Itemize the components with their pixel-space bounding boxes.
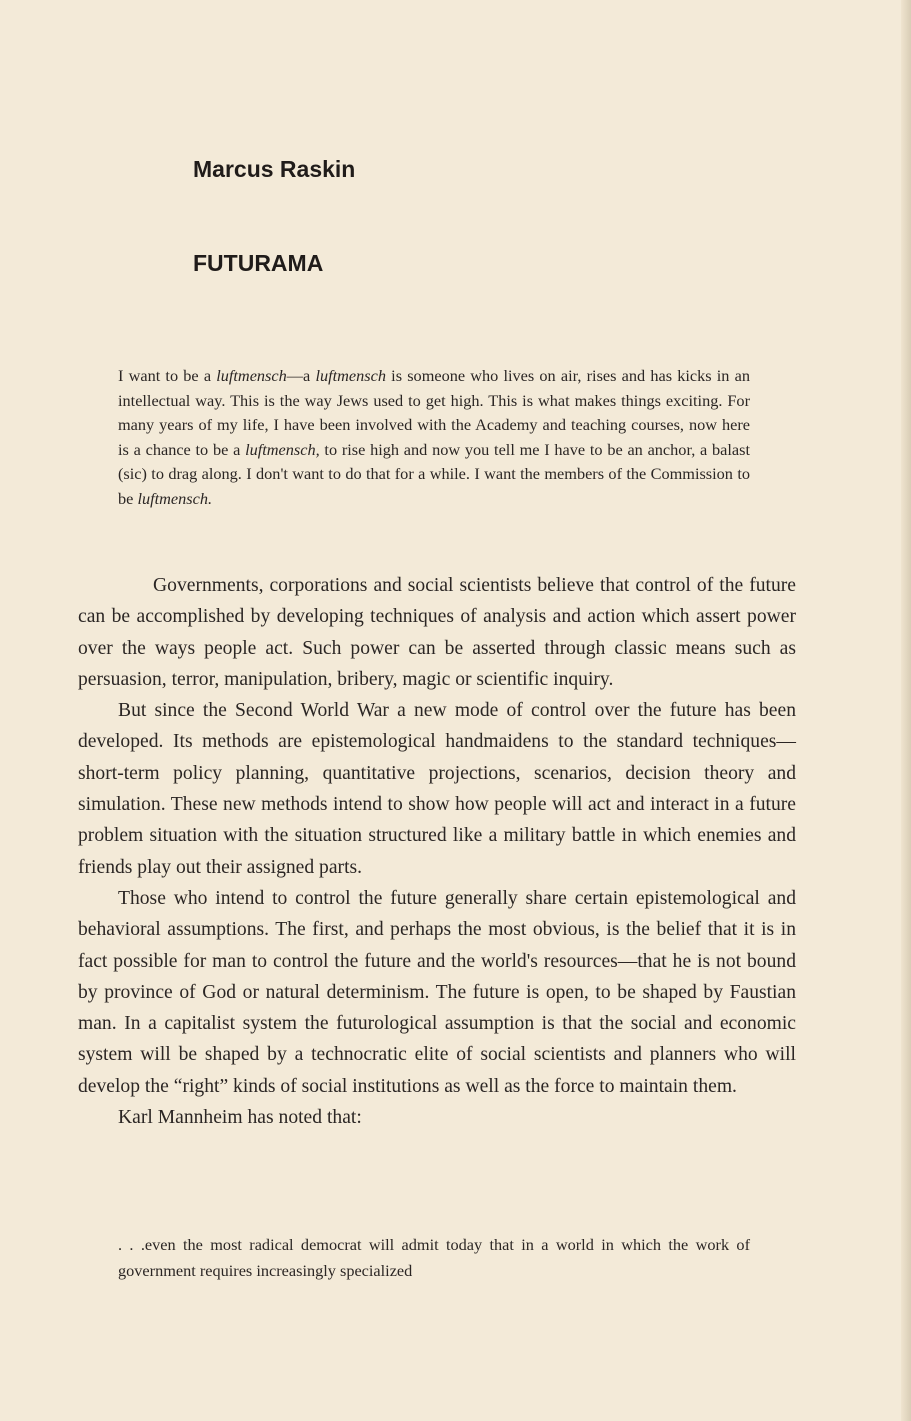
epigraph-segment-italic: luftmensch [315,366,386,385]
epigraph-segment-italic: luftmensch, [245,439,320,459]
epigraph-segment: to rise high and now you tell me I have to be an anchor, a balast (sic) to drag along. I don't want to do that for a while. I want the members of the Commission to be [118,439,750,508]
body-paragraph: Karl Mannheim has noted that: [118,1107,362,1129]
epigraph [118,364,750,512]
epigraph-segment-italic: luftmensch. [137,488,213,508]
chapter-title: FUTURAMA [193,250,324,276]
block-quote: . . .even the most radical democrat will admit today that in a world in which the work of government requires increasingly specialized [118,1235,750,1280]
epigraph-segment: —a [286,366,316,385]
epigraph-segment: is someone who lives on air, rises and has kicks in an intellectual way. This is the way Jews used to get high. This is what makes things exciting. For many years of my life, I have been involved with the Academy and teaching courses, now here is a chance to be a [118,366,750,459]
body-text [78,570,796,1133]
body-paragraph: Those who intend to control the future generally share certain epistemological and behavioral assumptions. The first, and perhaps the most obvious, is the belief that it is in fact possible for man to control the future and the world's resources—that he is not bound by province of God or natural determinism. The future is open, to be shaped by Faustian man. In a capitalist system the futurological assumption is that the social and economic system will be shaped by a technocratic elite of social scientists and planners who will develop the “right” kinds of social institutions as well as the force to maintain them. [78,887,796,1097]
page-edge [901,0,911,1421]
epigraph-segment-italic: luftmensch [216,366,287,385]
body-paragraph: Governments, corporations and social scientists believe that control of the future can be accomplished by developing techniques of analysis and action which assert power over the ways people act. Such power can be asserted through classic means such as persuasion, terror, manipulation, bribery, magic or scientific inquiry. [78,575,796,690]
epigraph-segment: I want to be a [118,366,217,385]
author-name: Marcus Raskin [193,156,356,182]
body-paragraph: But since the Second World War a new mode of control over the future has been developed. Its methods are epistemological handmaidens to the standard techniques—short-term policy planning, quantitative projections, scenarios, decision theory and simulation. These new methods intend to show how people will act and interact in a future problem situation with the situation structured like a military battle in which enemies and friends play out their assigned parts. [78,700,796,878]
